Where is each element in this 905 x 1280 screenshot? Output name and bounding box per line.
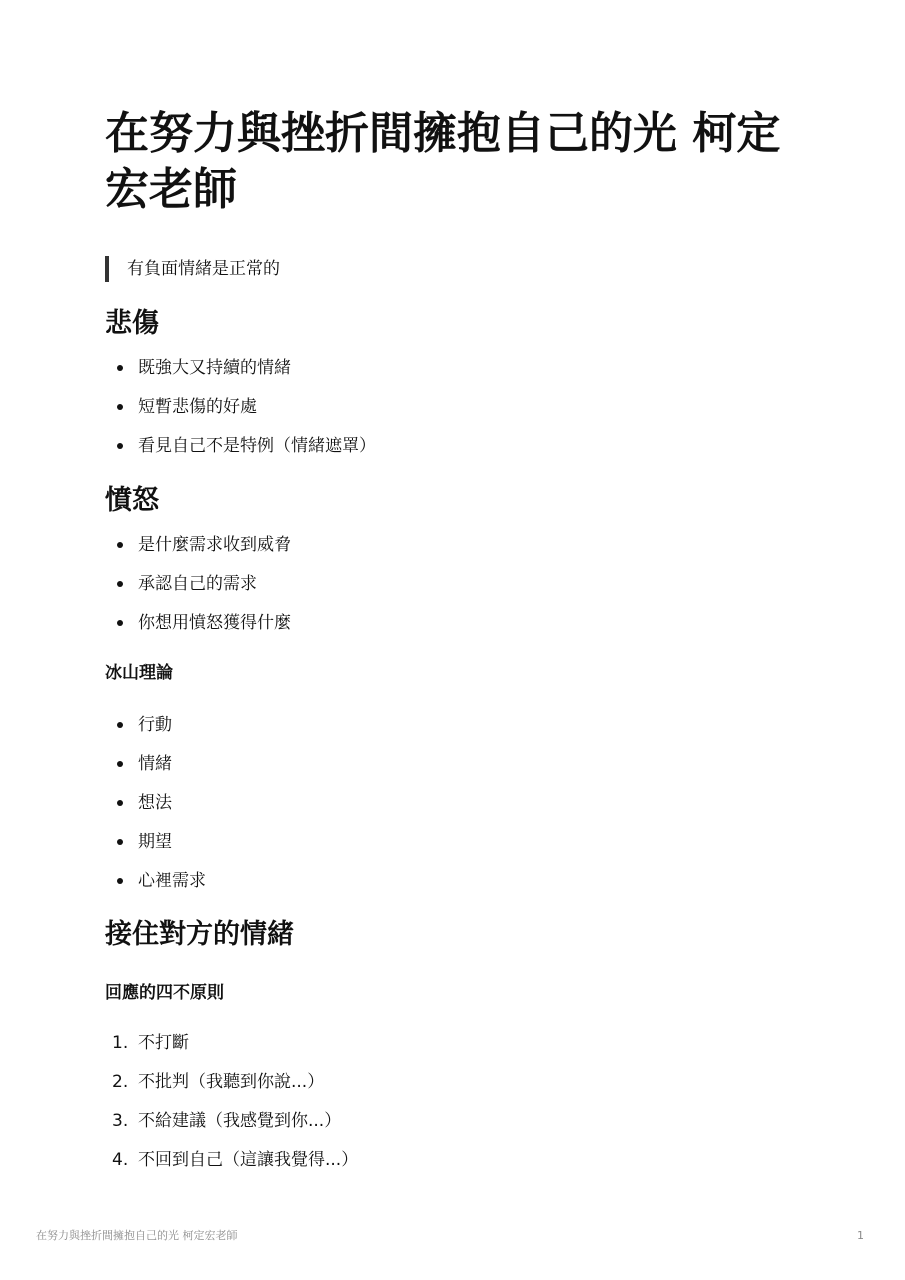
iceberg-list [105, 712, 206, 907]
list-item: 1. 不打斷 [112, 1033, 189, 1053]
bullet-icon [117, 404, 123, 410]
list-item: 想法 [105, 790, 206, 829]
list-item: 行動 [105, 712, 206, 751]
list-item: 4. 不回到自己（這讓我覺得...） [112, 1150, 359, 1170]
bullet-icon [117, 761, 123, 767]
list-item: 你想用憤怒獲得什麼 [105, 610, 291, 649]
sadness-list [105, 355, 376, 472]
blockquote: 有負面情緒是正常的 [105, 256, 280, 282]
list-item: 承認自己的需求 [105, 571, 291, 610]
list-item: 短暫悲傷的好處 [105, 394, 376, 433]
section-heading-catch-emotions: 接住對方的情緒 [105, 919, 294, 950]
bullet-icon [117, 620, 123, 626]
page-title: 在努力與挫折間擁抱自己的光 柯定宏老師 [105, 108, 781, 215]
section-heading-anger: 憤怒 [105, 485, 159, 516]
bullet-icon [117, 443, 123, 449]
list-item: 心裡需求 [105, 868, 206, 907]
bullet-icon [117, 800, 123, 806]
section-heading-sadness: 悲傷 [105, 308, 159, 339]
list-item: 2. 不批判（我聽到你說...） [112, 1072, 325, 1092]
iceberg-heading: 冰山理論 [105, 663, 173, 683]
list-item: 3. 不給建議（我感覺到你...） [112, 1111, 342, 1131]
bullet-icon [117, 878, 123, 884]
anger-list [105, 532, 291, 649]
bullet-icon [117, 839, 123, 845]
list-item: 情緒 [105, 751, 206, 790]
bullet-icon [117, 542, 123, 548]
list-item: 看見自己不是特例（情緒遮罩） [105, 433, 376, 472]
four-principles-list [105, 1030, 358, 1186]
four-principles-heading: 回應的四不原則 [105, 983, 224, 1003]
footer-title: 在努力與挫折間擁抱自己的光 柯定宏老師 [36, 1229, 238, 1242]
bullet-icon [117, 722, 123, 728]
page-number: 1 [857, 1229, 864, 1242]
list-item: 期望 [105, 829, 206, 868]
bullet-icon [117, 365, 123, 371]
list-item: 是什麼需求收到威脅 [105, 532, 291, 571]
bullet-icon [117, 581, 123, 587]
list-item: 既強大又持續的情緒 [105, 355, 376, 394]
